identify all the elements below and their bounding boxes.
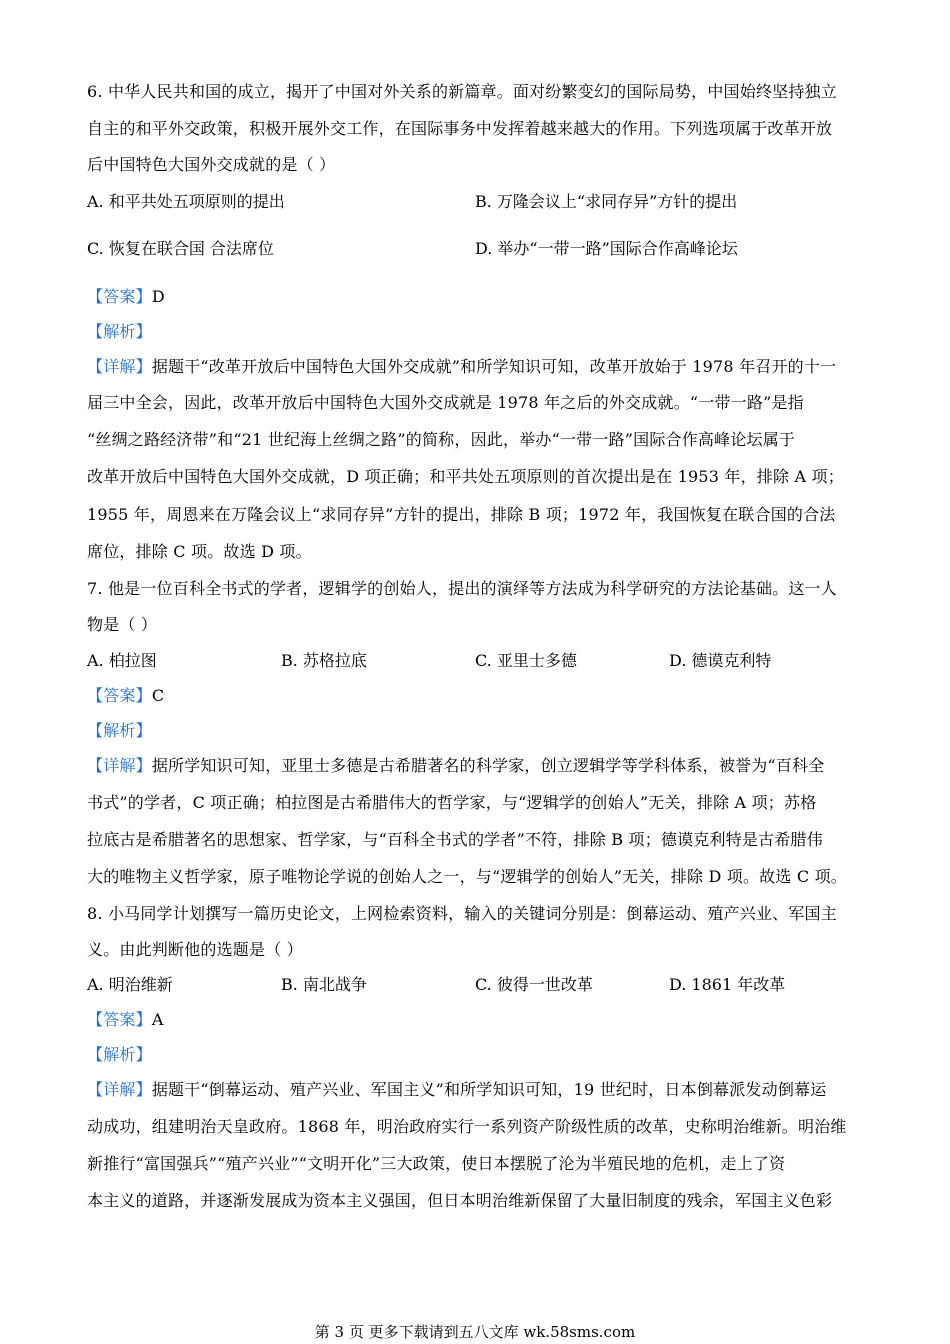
question-8-detail-line: 动成功，组建明治天皇政府。1868 年，明治政府实行一系列资产阶级性质的改革，史称明治维新。明治维 [87, 1117, 847, 1136]
question-7-option-d: D. 德谟克利特 [669, 651, 772, 670]
question-8-option-b: B. 南北战争 [281, 975, 367, 994]
question-6-stem-line: 6. 中华人民共和国的成立，揭开了中国对外关系的新篇章。面对纷繁变幻的国际局势，中国始终坚持独立 [87, 82, 837, 101]
answer-value: D [151, 287, 165, 306]
question-7-analysis-tag: 【解析】 [87, 721, 152, 740]
question-8-analysis-tag: 【解析】 [87, 1045, 152, 1064]
question-6-detail-line: 席位，排除 C 项。故选 D 项。 [87, 542, 312, 561]
question-8-option-c: C. 彼得一世改革 [475, 975, 593, 994]
question-8-detail-line: 新推行“富国强兵”“殖产兴业”“文明开化”三大政策，使日本摆脱了沦为半殖民地的危机，走上了资 [87, 1154, 786, 1173]
question-6-detail-line: 1955 年，周恩来在万隆会议上“求同存异”方针的提出，排除 B 项；1972 年，我国恢复在联合国的合法 [87, 505, 836, 524]
question-7-stem-line: 物是（ ） [87, 615, 158, 634]
question-8-stem-line: 义。由此判断他的选题是（ ） [87, 940, 303, 959]
question-6-option-a: A. 和平共处五项原则的提出 [87, 192, 285, 211]
question-7-detail-line: 拉底古是希腊著名的思想家、哲学家，与“百科全书式的学者”不符，排除 B 项；德谟克利特是古希腊伟 [87, 830, 823, 849]
question-7-detail-line [87, 756, 877, 776]
detail-tag: 【详解】 [87, 1080, 152, 1099]
question-6-detail-line: 届三中全会，因此，改革开放后中国特色大国外交成就是 1978 年之后的外交成就。“一带一路”是指 [87, 393, 804, 412]
detail-tag: 【详解】 [87, 357, 152, 376]
question-6-option-b: B. 万隆会议上“求同存异”方针的提出 [475, 192, 738, 211]
question-6-analysis-tag: 【解析】 [87, 322, 152, 341]
page-footer: 第 3 页 更多下载请到五八文库 wk.58sms.com [314, 1323, 636, 1341]
question-7-stem-line: 7. 他是一位百科全书式的学者，逻辑学的创始人，提出的演绎等方法成为科学研究的方法论基础。这一人 [87, 579, 837, 598]
detail-text: 据题干“改革开放后中国特色大国外交成就”和所学知识可知，改革开放始于 1978 年召开的十一 [151, 357, 837, 376]
question-8-option-d: D. 1861 年改革 [669, 975, 786, 994]
question-8-detail-line [87, 1080, 877, 1100]
question-7-option-c: C. 亚里士多德 [475, 651, 577, 670]
question-6-stem-line: 后中国特色大国外交成就的是（ ） [87, 155, 336, 174]
question-8-answer [87, 1010, 877, 1030]
question-6-answer [87, 287, 877, 307]
question-8-detail-line: 本主义的道路，并逐渐发展成为资本主义强国，但日本明治维新保留了大量旧制度的残余，军国主义色彩 [87, 1191, 833, 1210]
question-7-answer [87, 686, 877, 706]
question-6-detail-line [87, 357, 877, 377]
question-8-stem-line: 8. 小马同学计划撰写一篇历史论文，上网检索资料，输入的关键词分别是：倒幕运动、殖产兴业、军国主 [87, 904, 837, 923]
question-6-detail-line: “丝绸之路经济带”和“21 世纪海上丝绸之路”的简称，因此，举办“一带一路”国际合作高峰论坛属于 [87, 430, 796, 449]
question-7-detail-line: 书式”的学者，C 项正确；柏拉图是古希腊伟大的哲学家，与“逻辑学的创始人”无关，排除 A 项；苏格 [87, 793, 817, 812]
detail-text: 据题干“倒幕运动、殖产兴业、军国主义”和所学知识可知，19 世纪时，日本倒幕派发动倒幕运 [151, 1080, 827, 1099]
answer-tag: 【答案】 [87, 1010, 152, 1029]
question-8-option-a: A. 明治维新 [87, 975, 173, 994]
answer-value: A [151, 1010, 164, 1029]
question-7-option-a: A. 柏拉图 [87, 651, 157, 670]
answer-tag: 【答案】 [87, 686, 152, 705]
question-7-detail-line: 大的唯物主义哲学家，原子唯物论学说的创始人之一，与“逻辑学的创始人”无关，排除 D 项。故选 C 项。 [87, 867, 847, 886]
detail-text: 据所学知识可知，亚里士多德是古希腊著名的科学家，创立逻辑学等学科体系，被誉为“百科全 [151, 756, 825, 775]
question-6-option-d: D. 举办“一带一路”国际合作高峰论坛 [475, 239, 738, 258]
question-6-option-c: C. 恢复在联合国 合法席位 [87, 239, 274, 258]
question-6-stem-line: 自主的和平外交政策，积极开展外交工作，在国际事务中发挥着越来越大的作用。下列选项属于改革开放 [87, 119, 833, 138]
answer-value: C [151, 686, 165, 705]
question-7-option-b: B. 苏格拉底 [281, 651, 367, 670]
question-6-detail-line: 改革开放后中国特色大国外交成就，D 项正确；和平共处五项原则的首次提出是在 1953 年，排除 A 项； [87, 467, 844, 486]
detail-tag: 【详解】 [87, 756, 152, 775]
answer-tag: 【答案】 [87, 287, 152, 306]
